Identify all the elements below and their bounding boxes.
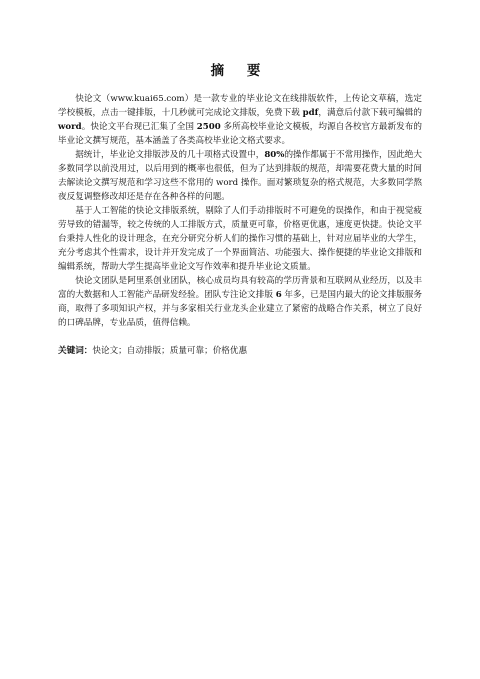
keywords-text: 快论文；自动排版；质量可靠；价格优惠 xyxy=(92,346,248,356)
text-run: 快论文团队是阿里系创业团队，核心成员均具有较高的学历背景和互联网从业经历，以及丰富的大数据和人工智能产品研发经验。团队专注论文排版 xyxy=(58,276,422,300)
bold-text: 6 xyxy=(275,290,282,300)
paragraph-1 xyxy=(58,92,422,148)
bold-text: 80% xyxy=(264,150,285,160)
text-run: 年多，已是国内最大的论文排版服务商，取得了多项知识产权，并与多家相关行业龙头企业建立了紧密的战略合作关系，树立了良好的口碑品牌，专业品质，值得信赖。 xyxy=(58,290,422,328)
abstract-body xyxy=(58,92,422,330)
text-run: 多所高校毕业论文模板，均源自各校官方最新发布的毕业论文撰写规范，基本涵盖了各类高校毕业论文格式要求。 xyxy=(58,122,423,146)
bold-text: pdf xyxy=(302,108,319,118)
paragraph-2 xyxy=(58,148,422,204)
text-run: 基于人工智能的快论文排版系统，剔除了人们手动排版时不可避免的误操作，和由于视觉疲劳导致的错漏等，较之传统的人工排版方式，质量更可靠，价格更优惠，速度更快捷。快论文平台秉持人性化的设计理念，在充分研究分析人们的操作习惯的基础上，针对应届毕业的大学生，充分考虑其个性需求，设计并开发完成了一个界面简洁、功能强大、操作便捷的毕业论文排版和编辑系统，帮助大学生提高毕业论文写作效率和提升毕业论文质量。 xyxy=(58,206,422,272)
bold-text: 2500 xyxy=(196,122,221,132)
keywords-line xyxy=(58,344,422,358)
page-title: 摘 要 xyxy=(210,63,270,79)
keywords-label: 关键词： xyxy=(58,346,93,356)
text-run: 据统计，毕业论文排版涉及的几十项格式设置中， xyxy=(75,150,265,160)
paragraph-3 xyxy=(58,204,422,274)
text-run: 的操作都属于不常用操作，因此绝大多数同学以前没用过，以后用到的概率也很低，但为了达到排版的规范，却需要花费大量的时间去解读论文撰写规范和学习这些不常用的 word 操作。面对繁琐复杂的格式规范，大多数同学熬夜反复调整修改却还是存在各种各样的问题。 xyxy=(58,150,422,202)
bold-text: word xyxy=(58,122,82,132)
text-run: ，满意后付款下载可编辑的 xyxy=(318,108,422,118)
paragraph-4 xyxy=(58,274,422,330)
text-run: 快论文（www.kuai65.com）是一款专业的毕业论文在线排版软件，上传论文草稿，选定学校模板，点击一键排版，十几秒就可完成论文排版，免费下载 xyxy=(58,94,422,118)
text-run: 。快论文平台现已汇集了全国 xyxy=(81,122,197,132)
